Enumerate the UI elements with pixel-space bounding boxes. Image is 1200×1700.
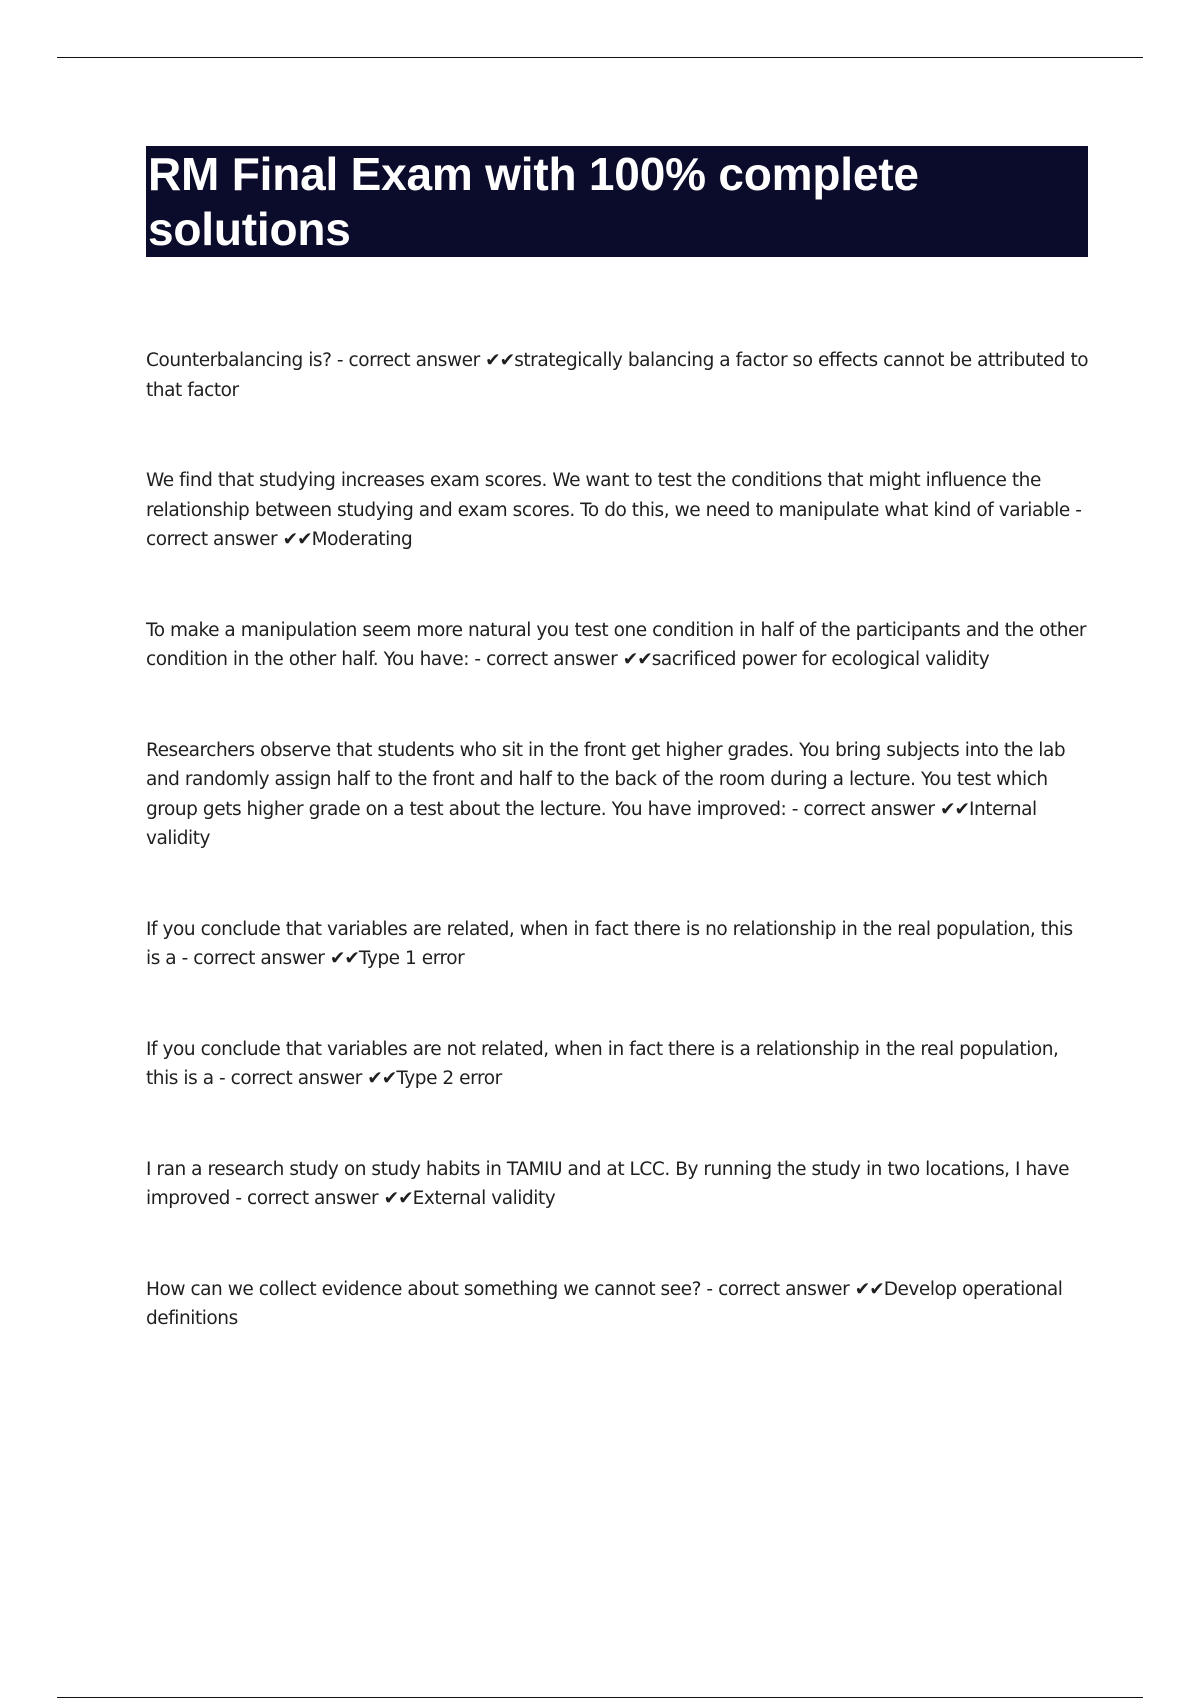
question-text: To make a manipulation seem more natural you test one condition in half of the participants and the other condition in the other half. You have: [146,619,1087,670]
double-check-icon: ✔✔ [282,529,312,550]
qa-item [146,1035,1092,1094]
answer-text: sacrificed power for ecological validity [651,649,990,670]
answer-separator: - correct answer [213,1068,368,1089]
document-title: RM Final Exam with 100% complete solutions [148,148,919,255]
double-check-icon: ✔✔ [329,948,359,969]
double-check-icon: ✔✔ [940,798,970,820]
answer-text: External validity [412,1188,556,1209]
answer-separator: - correct answer [331,350,486,371]
answer-separator: - correct answer [469,649,623,670]
answer-text: Internal validity [146,798,1037,849]
answer-separator: - correct answer [229,1188,384,1209]
qa-item [146,736,1092,854]
answer-separator: - correct answer [146,499,1082,550]
header-rule [57,57,1143,58]
answer-separator: - correct answer [700,1278,855,1300]
answer-text: Moderating [311,529,413,550]
double-check-icon: ✔✔ [622,649,652,670]
double-check-icon: ✔✔ [367,1068,397,1089]
qa-item [146,1155,1092,1214]
question-text: How can we collect evidence about something we cannot see? [146,1278,701,1300]
question-text: If you conclude that variables are not related, when in fact there is a relationship in the real population, this is a [146,1038,1059,1089]
answer-text: strategically balancing a factor so effects cannot be attributed to that factor [146,350,1089,401]
qa-item [146,616,1092,675]
title-banner [146,146,1088,257]
footer-rule [57,1697,1143,1698]
answer-text: Type 1 error [358,948,465,969]
qa-item [146,1275,1092,1334]
answer-text: Develop operational definitions [146,1278,1063,1329]
question-text: Researchers observe that students who sit in the front get higher grades. You bring subjects into the lab and randomly assign half to the front and half to the back of the room during a lecture. You test which group gets higher grade on a test about the lecture. You have improved: [146,739,1066,820]
double-check-icon: ✔✔ [383,1188,413,1209]
answer-text: Type 2 error [396,1068,502,1089]
question-text: We find that studying increases exam scores. We want to test the conditions that might influence the relationship between studying and exam scores. To do this, we need to manipulate what kind of variable [146,470,1070,521]
qa-item [146,346,1092,405]
answer-separator: - correct answer [176,948,330,969]
double-check-icon: ✔✔ [485,350,515,371]
answer-separator: - correct answer [786,798,940,820]
question-text: If you conclude that variables are related, when in fact there is no relationship in the real population, this is a [146,918,1073,969]
double-check-icon: ✔✔ [854,1278,884,1300]
qa-item [146,915,1092,974]
question-text: Counterbalancing is? [146,350,332,371]
qa-item [146,466,1092,555]
qa-list [146,346,1092,1334]
question-text: I ran a research study on study habits in TAMIU and at LCC. By running the study in two locations, I have improved [146,1158,1070,1209]
